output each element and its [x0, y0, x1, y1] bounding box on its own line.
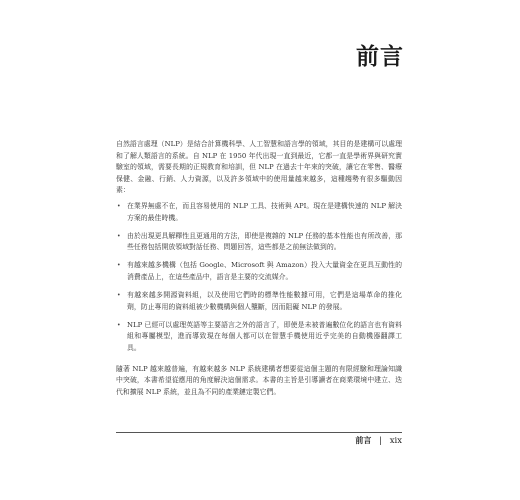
bullet-icon: • [117, 292, 121, 300]
bullet-icon: • [117, 232, 121, 240]
list-item-text: 由於出現更具解釋性且更通用的方法，即使是複雜的 NLP 任務的基本性能也有所改善，那些任務包括開放領域對話任務、問題回答，這些都是之前無法做到的。 [127, 231, 402, 252]
bullet-icon: • [117, 202, 121, 210]
list-item [116, 290, 402, 313]
intro-paragraph: 自然語言處理（NLP）是結合計算機科學、人工智慧和語言學的領域，其目的是建構可以處理和了解人類語言的系統。自 NLP 在 1950 年代出現一直到最近，它都一直是學術界與研究實驗室的領域，需要長期的正規教育和培訓，但 NLP 在過去十年來的突破，讓它在零售、醫療保健、金融、行銷、人力資源，以及許多領域中的使用量越來越多，這種趨勢有很多驅動因素： [116, 140, 402, 195]
driver-list [116, 201, 402, 355]
bullet-icon: • [117, 321, 121, 329]
list-item [116, 320, 402, 355]
list-item [116, 231, 402, 254]
chapter-title: 前言 [356, 44, 404, 70]
footer-separator: | [379, 436, 382, 446]
list-item [116, 260, 402, 283]
list-item-text: 有越來越多機構（包括 Google、Microsoft 與 Amazon）投入大量資金在更具互動性的消費產品上，在這些產品中，語言是主要的交流媒介。 [127, 261, 402, 281]
list-item-text: NLP 已經可以處理英語等主要語言之外的語言了，即使是未被普遍數位化的語言也有資料組和專屬模型，進而導致現在每個人都可以在智慧手機使用近乎完美的自動機器翻譯工具。 [127, 320, 402, 352]
list-item [116, 201, 402, 224]
bullet-icon: • [117, 262, 121, 270]
closing-paragraph: 隨著 NLP 越來越普遍，有越來越多 NLP 系統建構者想要從這個主題的有限經驗和理論知識中突破，本書希望從應用的角度解決這個需求。本書的主旨是引導讀者在商業環境中建立、迭代和擴展 NLP 系統，並且為不同的產業鏈定製它們。 [116, 364, 402, 396]
page-body [116, 139, 402, 398]
page-number: xix [389, 436, 402, 446]
footer-section-label: 前言 [355, 436, 372, 445]
list-item-text: 在業界無處不在，而且容易使用的 NLP 工具、技術與 API。現在是建構快速的 NLP 解決方案的最佳時機。 [127, 201, 402, 222]
page-footer [355, 435, 402, 446]
footer-divider [116, 432, 402, 433]
list-item-text: 有越來越多開源資料組，以及使用它們時的標準性能數據可用，它們是這場革命的推化劑，防止專用的資料組被少數機構與個人壟斷，因而阻礙 NLP 的發展。 [127, 291, 402, 311]
